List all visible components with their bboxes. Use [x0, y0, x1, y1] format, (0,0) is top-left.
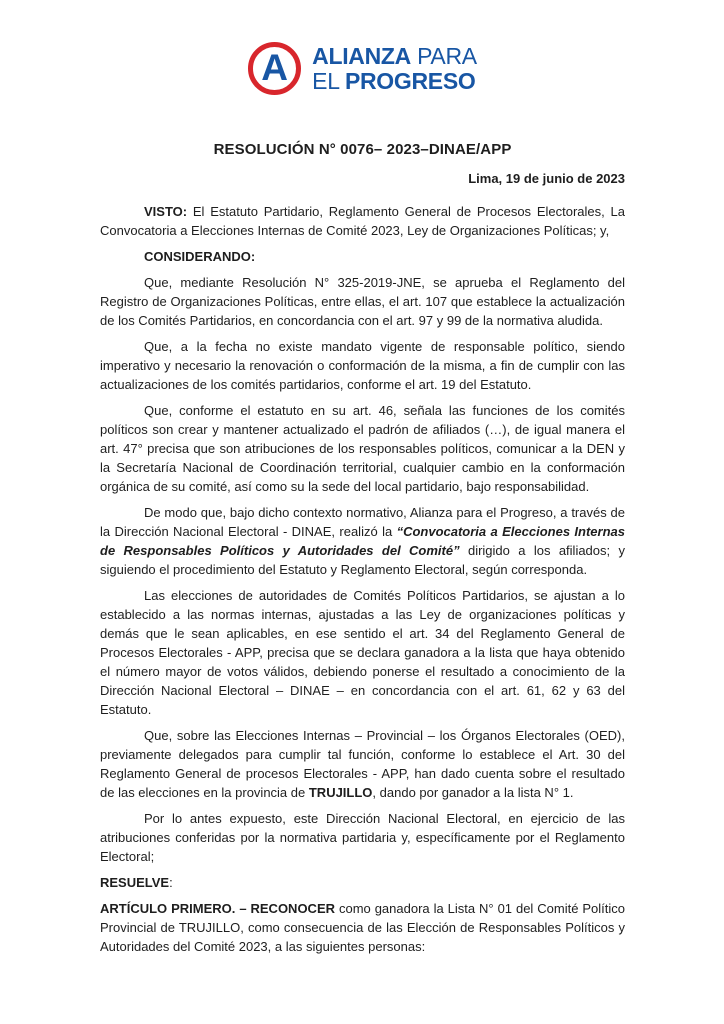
paragraph-estatuto-art46: Que, conforme el estatuto en su art. 46, señala las funciones de los comités políticos son crear y mantener actualizado el padrón de afiliados (…), de igual manera el art. 47° precisa que son atribuciones de los responsables políticos, comunicar a la DEN y la Secretaría Nacional de Coordinación territorial, cualquier cambio en la conformación orgánica de su comité, así como su la sede del local partidario, bajo responsabilidad.	[100, 403, 625, 494]
trujillo-bold: TRUJILLO	[308, 785, 373, 800]
logo-monogram-a: A	[261, 47, 289, 88]
logo-wordmark-line1: ALIANZA PARA	[312, 42, 477, 69]
resolution-date: Lima, 19 de junio de 2023	[468, 171, 625, 186]
paragraph-elecciones-autoridades: Las elecciones de autoridades de Comités Políticos Partidarios, se ajustan a lo establecido a las normas internas, ajustadas a las Ley de organizaciones políticas y demás que le sean aplicables, en ese sentido el art. 34 del Reglamento General de Procesos Electorales - APP, precisa que se declara ganadora a la lista que haya obtenido el número mayor de votos válidos, debiendo ponerse el resultado a conocimiento de la Dirección Nacional Electoral – DINAE – en concordancia con el art. 61, 62 y 63 del Estatuto.	[100, 588, 625, 717]
considerando-heading: CONSIDERANDO:	[144, 249, 256, 264]
paragraph-atribuciones: Por lo antes expuesto, este Dirección Nacional Electoral, en ejercicio de las atribuciones conferidas por la normativa partidaria y, específicamente por el Reglamento Electoral;	[100, 811, 625, 864]
party-logo	[100, 42, 625, 95]
articulo-primero-label: ARTÍCULO PRIMERO. – RECONOCER	[100, 901, 336, 916]
articulo-primero-paragraph: ARTÍCULO PRIMERO. – RECONOCER como ganadora la Lista N° 01 del Comité Político Provincial de TRUJILLO, como consecuencia de las Elección de Responsables Políticos y Autoridades del Comité 2023, a las siguientes personas:	[100, 901, 626, 954]
resolution-title: RESOLUCIÓN N° 0076– 2023–DINAE/APP	[213, 141, 512, 158]
paragraph-mandato-vigente: Que, a la fecha no existe mandato vigente de responsable político, siendo imperativo y necesario la renovación o conformación de la misma, a fin de cumplir con las actualizaciones de los comités partidarios, conforme el art. 19 del Estatuto.	[100, 339, 625, 392]
paragraph-resultado-trujillo: Que, sobre las Elecciones Internas – Provincial – los Órganos Electorales (OED), previamente delegados para cumplir tal función, conforme lo establece el Art. 30 del Reglamento General de procesos Electorales - APP, han dado cuenta sobre el resultado de las elecciones en la provincia de TRUJILLO, dando por ganador a la lista N° 1.	[100, 728, 625, 800]
resuelve-heading: RESUELVE:	[100, 875, 173, 890]
resolution-body	[100, 202, 625, 956]
logo-wordmark	[312, 44, 477, 94]
paragraph-convocatoria: De modo que, bajo dicho contexto normativo, Alianza para el Progreso, a través de la Dirección Nacional Electoral - DINAE, realizó la “Convocatoria a Elecciones Internas de Responsables Políticos y Autoridades del Comité” dirigido a los afiliados; y siguiendo el procedimiento del Estatuto y Reglamento Electoral, según corresponda.	[100, 505, 625, 577]
logo-circle-icon	[248, 42, 301, 95]
paragraph-reglamento-rop: Que, mediante Resolución N° 325-2019-JNE, se aprueba el Reglamento del Registro de Organizaciones Políticas, entre ellas, el art. 107 que establece la actualización de los Comités Partidarios, en concordancia con el art. 97 y 99 de la normativa aludida.	[100, 275, 625, 328]
visto-label: VISTO:	[144, 204, 188, 219]
visto-paragraph: VISTO: El Estatuto Partidario, Reglamento General de Procesos Electorales, La Convocatoria a Elecciones Internas de Comité 2023, Ley de Organizaciones Políticas; y,	[100, 204, 625, 238]
logo-wordmark-line2: EL PROGRESO	[312, 67, 476, 94]
convocatoria-quote: “Convocatoria a Elecciones Internas de Responsables Políticos y Autoridades del Comité”	[100, 524, 625, 558]
